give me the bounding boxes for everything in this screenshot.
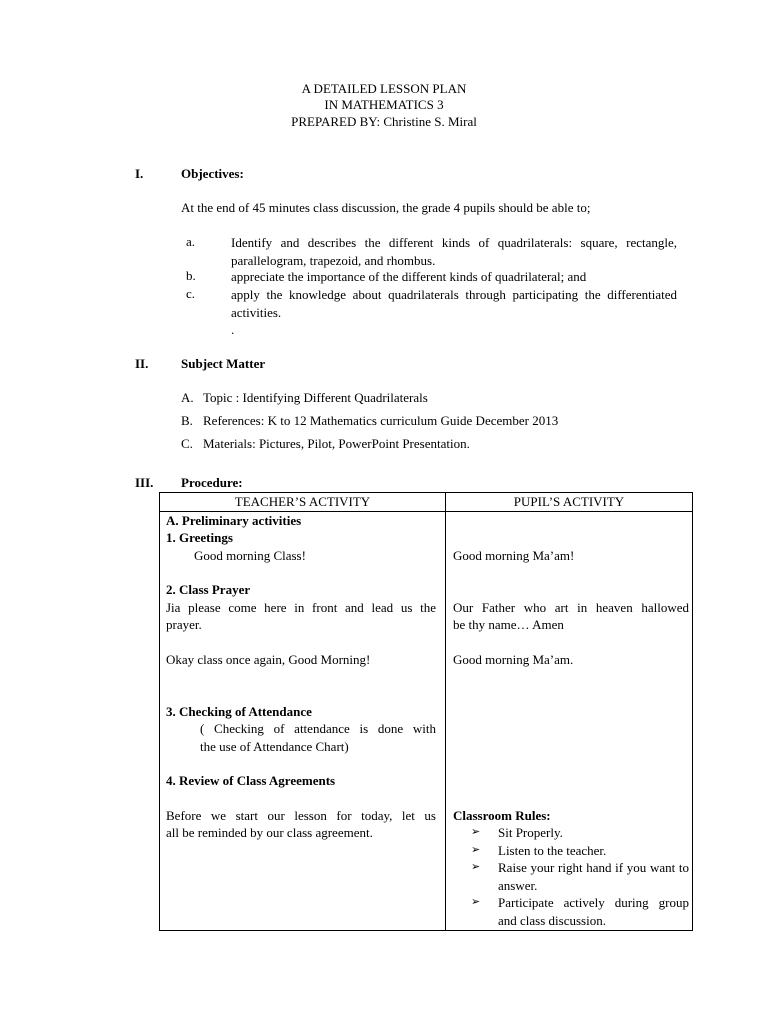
attendance-title: 3. Checking of Attendance [166, 704, 312, 719]
list-item [471, 894, 689, 929]
review-text-line: Before we start our lesson for today, let us [166, 808, 436, 823]
prepared-by: PREPARED BY: Christine S. Miral [291, 114, 477, 129]
subject-item-materials [181, 436, 470, 452]
subject-item-references [181, 413, 558, 429]
teacher-activity-cell [160, 512, 446, 931]
arrow-bullet-icon: ➢ [471, 826, 481, 838]
greetings-text: Good morning Class! [194, 548, 306, 563]
rule-text: Raise your right hand if you want to answer. [498, 860, 689, 893]
column-header-pupil: PUPIL’S ACTIVITY [446, 493, 693, 512]
arrow-bullet-icon: ➢ [471, 843, 481, 856]
objective-text: appreciate the importance of the different kinds of quadrilateral; and [231, 269, 587, 284]
table-header-row [160, 493, 693, 512]
subject-item-text: Materials: Pictures, Pilot, PowerPoint Presentation. [203, 436, 470, 451]
objective-trailing-dot: . [231, 322, 235, 337]
arrow-bullet-icon: ➢ [471, 861, 481, 873]
prayer-text-line: Jia please come here in front and lead us the [166, 600, 436, 615]
rule-text: Listen to the teacher. [498, 842, 607, 858]
prayer-text-line: prayer. [166, 617, 202, 632]
subject-item-topic [181, 390, 428, 406]
section-title-objectives: Objectives: [181, 166, 244, 181]
prayer-reply-line: be thy name… Amen [453, 617, 564, 632]
greeting-again-text: Okay class once again, Good Morning! [166, 652, 371, 667]
preliminary-title: A. Preliminary activities [166, 513, 302, 528]
review-text-line: all be reminded by our class agreement. [166, 825, 373, 840]
title-line-1: A DETAILED LESSON PLAN [301, 81, 467, 96]
rule-text: Participate actively during group and class discussion. [498, 895, 689, 928]
prayer-reply-line: Our Father who art in heaven hallowed [453, 600, 689, 615]
section-title-procedure: Procedure: [181, 475, 243, 490]
objective-letter: b. [186, 268, 196, 283]
section-numeral-procedure: III. [135, 475, 154, 490]
procedure-table [159, 492, 693, 931]
classroom-rules-list [471, 824, 689, 929]
greeting-reply: Good morning Ma’am! [453, 548, 575, 563]
list-item [471, 859, 689, 894]
title-line-2: IN MATHEMATICS 3 [324, 97, 444, 112]
column-header-teacher: TEACHER’S ACTIVITY [160, 493, 446, 512]
subject-item-letter: C. [181, 436, 193, 451]
subject-item-text: Topic : Identifying Different Quadrilaterals [203, 390, 428, 405]
subject-item-text: References: K to 12 Mathematics curriculum Guide December 2013 [203, 413, 559, 428]
greeting-again-reply: Good morning Ma’am. [453, 652, 574, 667]
objective-text: Identify and describes the different kinds of quadrilaterals: square, rectangle, parallelogram, trapezoid, and rhombus. [231, 235, 677, 268]
section-title-subject: Subject Matter [181, 356, 266, 371]
subject-item-letter: B. [181, 413, 193, 428]
greetings-title: 1. Greetings [166, 530, 233, 545]
objective-text: apply the knowledge about quadrilaterals through participating the differentiated activities. [231, 287, 677, 320]
list-item [471, 842, 689, 860]
objective-letter: c. [186, 286, 196, 301]
table-row [160, 512, 693, 931]
objective-letter: a. [186, 234, 196, 249]
attendance-text-line: ( Checking of attendance is done with [200, 721, 436, 736]
prayer-title: 2. Class Prayer [166, 582, 251, 597]
subject-item-letter: A. [181, 390, 194, 405]
objectives-intro: At the end of 45 minutes class discussion, the grade 4 pupils should be able to; [181, 200, 591, 215]
review-title: 4. Review of Class Agreements [166, 773, 336, 788]
rule-text: Sit Properly. [498, 825, 563, 840]
arrow-bullet-icon: ➢ [471, 896, 481, 908]
classroom-rules-title: Classroom Rules: [453, 808, 551, 823]
attendance-text-line: the use of Attendance Chart) [200, 739, 349, 754]
list-item [471, 824, 689, 842]
pupil-activity-cell [446, 512, 693, 931]
section-numeral-objectives: I. [135, 166, 144, 181]
section-numeral-subject: II. [135, 356, 149, 371]
